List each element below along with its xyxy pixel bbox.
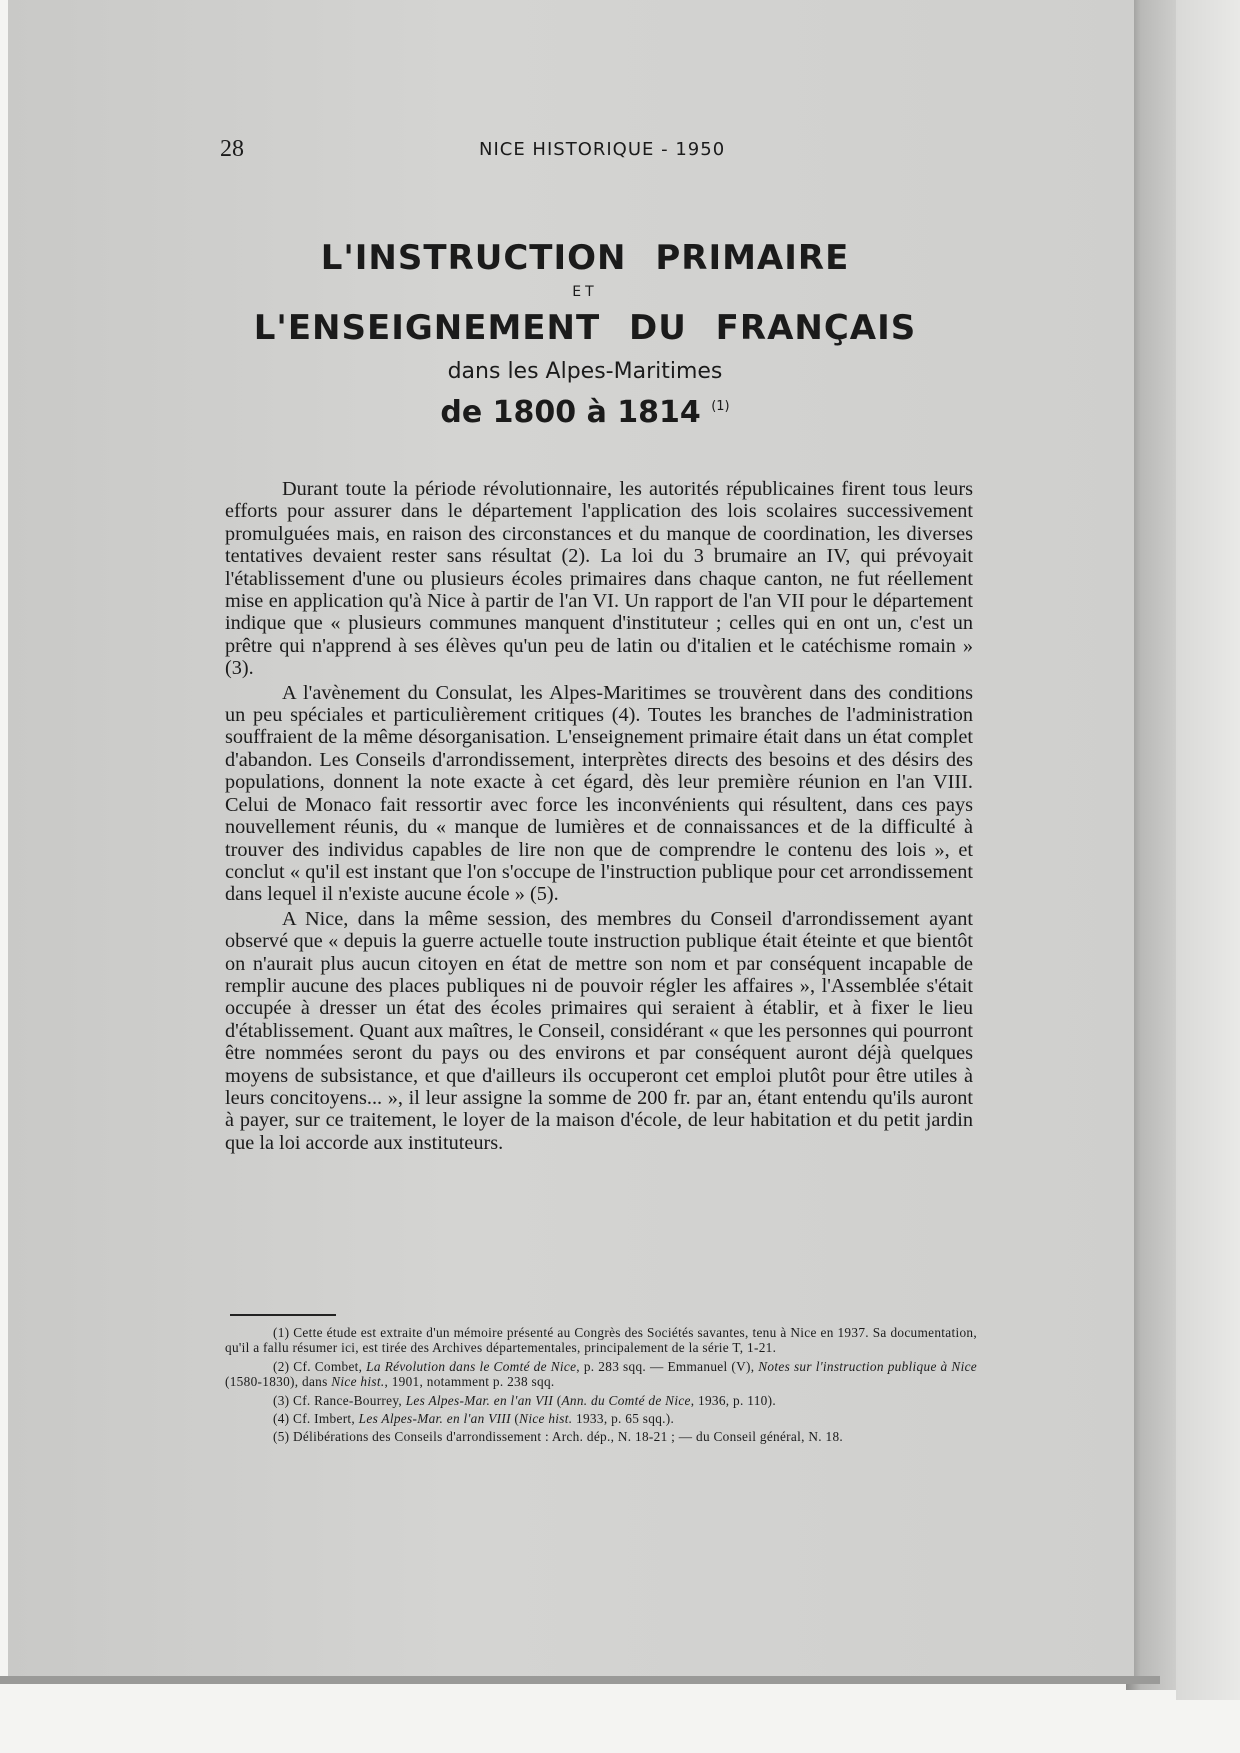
footnote-title: Les Alpes-Mar. en l'an VIII <box>358 1411 511 1427</box>
footnote-text: 1933, p. 65 sqq.). <box>572 1411 675 1427</box>
paragraph: A Nice, dans la même session, des membres du Conseil d'arrondissement ayant observé que « depuis la guerre actuelle toute instruction publique était éteinte et que bientôt on n'aurait plus aucun citoyen en état de mettre son nom et par conséquent incapable de remplir aucune des places publiques ni de pouvoir régler les affaires », l'Assemblée s'était occupée à dresser un état des écoles primaires qui seraient à établir, et à fixer le lieu d'établissement. Quant aux maîtres, le Conseil, considérant « que les personnes qui pourront être nommées seront du pays ou des environs et par conséquent auront déjà quelques moyens de subsistance, et que d'ailleurs ils occuperont cet emploi plutôt pour être utiles à leurs concitoyens... », il leur assigne la somme de 200 fr. par an, étant entendu qu'ils auront à payer, sur ce traitement, le loyer de la maison d'école, de leur habitation et du petit jardin que la loi accorde aux instituteurs. <box>225 907 973 1154</box>
footnote-title: Ann. du Comté de Nice <box>561 1392 691 1408</box>
footnote-2 <box>225 1359 977 1390</box>
footnote-text: (2) Cf. Combet, <box>273 1358 367 1374</box>
footnote-title: Nice hist. <box>519 1411 573 1427</box>
footnotes <box>225 1325 977 1448</box>
title-line-2: L'ENSEIGNEMENT DU FRANÇAIS <box>253 308 917 348</box>
running-head <box>220 136 980 166</box>
title-line-3: dans les Alpes-Maritimes <box>447 359 723 384</box>
footnote-text: , 1901, notamment p. 238 sqq. <box>384 1374 555 1390</box>
footnote-5: (5) Délibérations des Conseils d'arrondissement : Arch. dép., N. 18-21 ; — du Conseil général, N. 18. <box>273 1429 844 1445</box>
footnote-1: (1) Cette étude est extraite d'un mémoire présenté au Congrès des Sociétés savantes, tenu à Nice en 1937. Sa documentation, qu'il a fallu résumer ici, est tirée des Archives départementales, principalement de la série T, 1-21. <box>225 1325 977 1356</box>
footnote-text: (3) Cf. Rance-Bourrey, <box>273 1392 406 1408</box>
title-line-1: L'INSTRUCTION PRIMAIRE <box>320 238 850 278</box>
title-connector: ET <box>572 284 598 300</box>
footnote-title: Les Alpes-Mar. en l'an VII <box>405 1392 554 1408</box>
paragraph: A l'avènement du Consulat, les Alpes-Maritimes se trouvèrent dans des conditions un peu spéciales et particulièrement critiques (4). Toutes les branches de l'administration souffraient de la même désorganisation. L'enseignement primaire était dans un état complet d'abandon. Les Conseils d'arrondissement, interprètes directs des besoins et des désirs des populations, donnent la note exacte à cet égard, dès leur première réunion en l'an VIII. Celui de Monaco fait ressortir avec force les inconvénients qui résultent, dans ces pays nouvellement réunis, du « manque de lumières et de connaissances et de la difficulté à trouver des individus capables de lire non que de comprendre le contenu des lois », et conclut « qu'il est instant que l'on s'occupe de l'instruction publique pour cet arrondissement dans lequel il n'existe aucune école » (5). <box>225 681 973 906</box>
footnote-text: (1580-1830), dans <box>225 1374 332 1390</box>
page-number: 28 <box>220 136 244 162</box>
footnote-4 <box>225 1411 977 1426</box>
footnote-text: , p. 283 sqq. — Emmanuel (V), <box>576 1358 759 1374</box>
journal-title: NICE HISTORIQUE - 1950 <box>479 139 726 160</box>
title-footnote-ref: (1) <box>711 399 730 414</box>
article-title <box>200 236 970 436</box>
paragraph: Durant toute la période révolutionnaire, les autorités républicaines firent tous leurs efforts pour assurer dans le département l'application des lois scolaires successivement promulguées mais, en raison des circonstances et du manque de coordination, les diverses tentatives devaient rester sans résultat (2). La loi du 3 brumaire an IV, qui prévoyait l'établissement d'une ou plusieurs écoles primaires dans chaque canton, ne fut réellement mise en application qu'à Nice à partir de l'an VI. Un rapport de l'an VII pour le département indique que « plusieurs communes manquent d'instituteur ; celles qui en ont un, c'est un prêtre qui n'apprend à ses élèves qu'un peu de latin ou d'italien et le catéchisme romain » (3). <box>225 478 973 680</box>
footnote-title: Notes sur l'instruction publique à Nice <box>758 1358 977 1374</box>
footnote-text: ( <box>553 1392 562 1408</box>
footnote-text: (4) Cf. Imbert, <box>273 1411 359 1427</box>
footnote-divider <box>230 1314 336 1316</box>
footnote-title: La Révolution dans le Comté de Nice <box>366 1358 577 1374</box>
facing-page-edge <box>1176 0 1240 1700</box>
article-body <box>225 478 973 1154</box>
page-bottom-edge <box>0 1676 1160 1684</box>
footnote-3 <box>225 1393 977 1408</box>
footnote-text: ( <box>510 1411 520 1427</box>
title-line-4 <box>200 390 970 436</box>
title-dates: de 1800 à 1814 <box>440 395 701 430</box>
footnote-title: Nice hist. <box>331 1374 385 1390</box>
footnote-text: , 1936, p. 110). <box>690 1392 776 1408</box>
